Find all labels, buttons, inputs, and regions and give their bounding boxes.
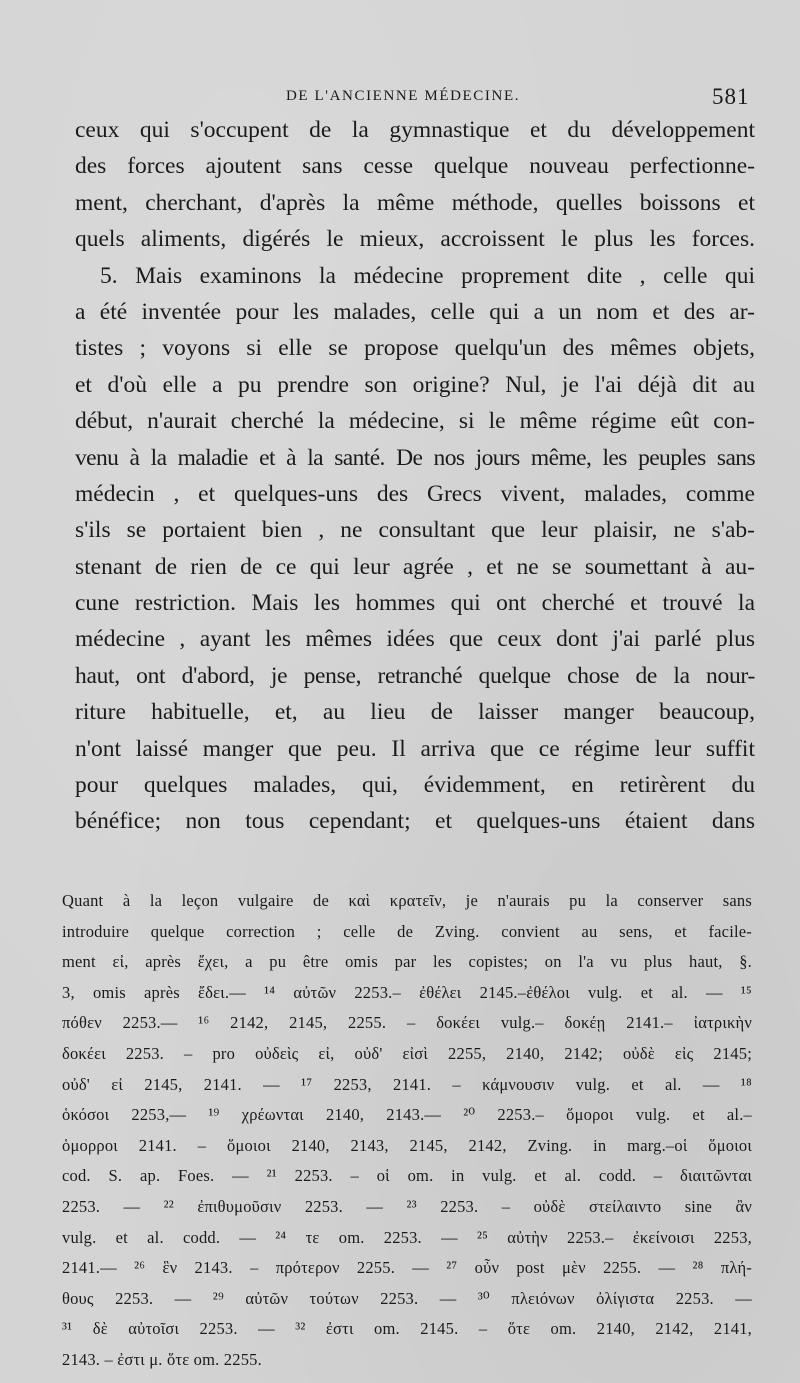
footnote-line: θους 2253. — ²⁹ αὐτῶν τούτων 2253. — ³⁰ πλειόνων ὀλίγιστα 2253. — [62, 1288, 752, 1308]
body-line: s'ils se portaient bien , ne consultant que leur plaisir, ne s'ab- [75, 517, 755, 544]
body-line: bénéfice; non tous cependant; et quelques-uns étaient dans [75, 808, 755, 835]
body-line: ceux qui s'occupent de la gymnastique et du développement [75, 117, 755, 143]
footnote-line: οὐδ' εἰ 2145, 2141. — ¹⁷ 2253, 2141. – κάμνουσιν vulg. et al. — ¹⁸ [62, 1074, 752, 1094]
body-line: des forces ajoutent sans cesse quelque nouveau perfectionne- [75, 153, 755, 180]
body-line: n'ont laissé manger que peu. Il arriva que ce régime leur suffit [75, 735, 755, 762]
footnote-line: δοκέει 2253. – pro οὐδεὶς εἰ, οὐδ' εἰσὶ 2255, 2140, 2142; οὐδὲ εἰς 2145; [62, 1043, 752, 1063]
body-line: médecin , et quelques-uns des Grecs vivent, malades, comme [75, 480, 755, 507]
body-line: cune restriction. Mais les hommes qui ont cherché et trouvé la [75, 590, 755, 617]
main-text [75, 112, 755, 840]
body-line: riture habituelle, et, au lieu de laisser manger beaucoup, [75, 699, 755, 726]
body-line: médecine , ayant les mêmes idées que ceux dont j'ai parlé plus [75, 626, 755, 653]
running-title: DE L'ANCIENNE MÉDECINE. [286, 88, 521, 104]
body-line: a été inventée pour les malades, celle qui a un nom et des ar- [75, 298, 755, 325]
footnote-line: 2143. – ἐστι μ. ὅτε om. 2255. [62, 1349, 262, 1369]
body-line: et d'où elle a pu prendre son origine? Nul, je l'ai déjà dit au [75, 371, 755, 398]
body-line: pour quelques malades, qui, évidemment, en retirèrent du [75, 772, 755, 799]
running-head [0, 84, 800, 114]
footnote-line: vulg. et al. codd. — ²⁴ τε om. 2253. — ²⁵ αὐτὴν 2253.– ἐκείνοισι 2253, [62, 1227, 752, 1247]
footnote-line: 2253. — ²² ἐπιθυμοῦσιν 2253. — ²³ 2253. – οὐδὲ στείλαιντο sine ἂν [62, 1196, 752, 1216]
footnote-line: introduire quelque correction ; celle de Zving. convient au sens, et facile- [62, 921, 752, 941]
footnote-line: ὁμορροι 2141. – ὅμοιοι 2140, 2143, 2145, 2142, Zving. in marg.–οἱ ὅμοιοι [62, 1135, 752, 1155]
footnote-line: 2141.— ²⁶ ἓν 2143. – πρότερον 2255. — ²⁷ οὖν post μὲν 2255. — ²⁸ πλή- [62, 1258, 752, 1278]
body-line: haut, ont d'abord, je pense, retranché quelque chose de la nour- [75, 662, 755, 689]
body-line: tistes ; voyons si elle se propose quelqu'un des mêmes objets, [75, 335, 755, 362]
footnote-line: ³¹ δὲ αὐτοῖσι 2253. — ³² ἐστι om. 2145. – ὅτε om. 2140, 2142, 2141, [62, 1319, 752, 1339]
page-number: 581 [712, 84, 750, 109]
footnote-line: ment εἰ, après ἔχει, a pu être omis par les copistes; on l'a vu plus haut, §. [62, 952, 752, 972]
body-line: ment, cherchant, d'après la même méthode, quelles boissons et [75, 189, 755, 216]
footnote-line: Quant à la leçon vulgaire de καὶ κρατεῖν, je n'aurais pu la conserver sans [62, 891, 752, 910]
footnotes [62, 886, 752, 1376]
body-line: stenant de rien de ce qui leur agrée , et ne se soumettant à au- [75, 553, 755, 580]
body-line: quels aliments, digérés le mieux, accroissent le plus les forces. [75, 226, 755, 253]
footnote-line: 3, omis après ἔδει.— ¹⁴ αὐτῶν 2253.– ἐθέλει 2145.–ἐθέλοι vulg. et al. — ¹⁵ [62, 982, 752, 1002]
paragraph-start-line: 5. Mais examinons la médecine proprement dite , celle qui [100, 262, 755, 289]
body-line: venu à la maladie et à la santé. De nos jours même, les peuples sans [75, 444, 755, 471]
footnote-line: ὁκόσοι 2253,— ¹⁹ χρέωνται 2140, 2143.— ²⁰ 2253.– ὅμοροι vulg. et al.– [62, 1105, 752, 1125]
footnote-line: πόθεν 2253.— ¹⁶ 2142, 2145, 2255. – δοκέει vulg.– δοκέῃ 2141.– ἰατρικὴν [62, 1013, 752, 1033]
footnote-line: cod. S. ap. Foes. — ²¹ 2253. – οἱ om. in vulg. et al. codd. – διαιτῶνται [62, 1166, 752, 1186]
body-line: début, n'aurait cherché la médecine, si le même régime eût con- [75, 408, 755, 435]
